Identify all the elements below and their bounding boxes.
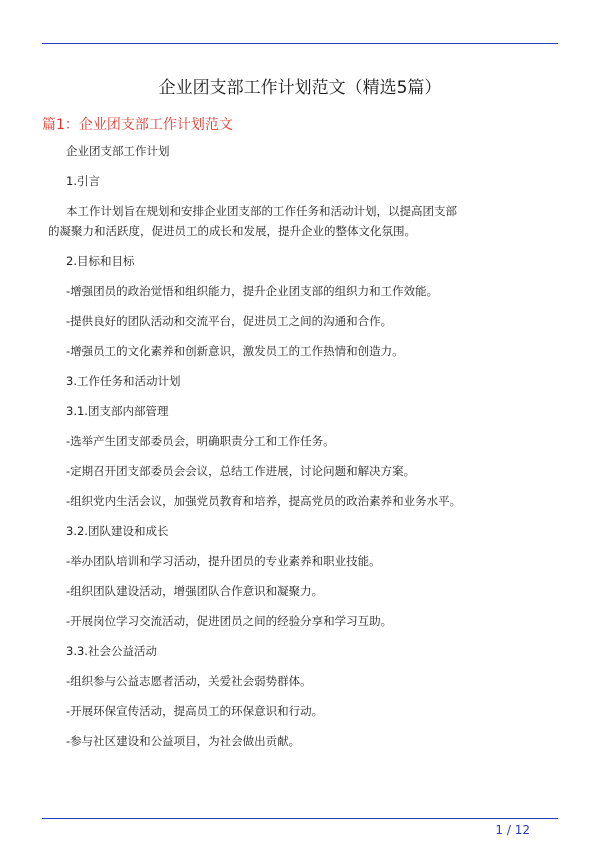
list-item: -组织参与公益志愿者活动，关爱社会弱势群体。	[66, 674, 312, 688]
list-item: -提供良好的团队活动和交流平台，促进员工之间的沟通和合作。	[66, 314, 393, 328]
section-title: 篇1：企业团支部工作计划范文	[42, 117, 233, 133]
footer-rule	[42, 818, 558, 819]
header-rule	[42, 43, 558, 44]
document-body	[48, 141, 468, 761]
section-heading: 企业团支部工作计划	[66, 144, 170, 158]
paragraph: 本工作计划旨在规划和安排企业团支部的工作任务和活动计划，以提高团支部的凝聚力和活跃度，促进员工的成长和发展，提升企业的整体文化氛围。	[48, 204, 457, 238]
list-item: -组织党内生活会议，加强党员教育和培养，提高党员的政治素养和业务水平。	[66, 494, 462, 508]
list-item: -选举产生团支部委员会，明确职责分工和工作任务。	[66, 434, 335, 448]
list-item: -组织团队建设活动，增强团队合作意识和凝聚力。	[66, 584, 324, 598]
list-item: -增强员工的文化素养和创新意识，激发员工的工作热情和创造力。	[66, 344, 404, 358]
list-item: -开展岗位学习交流活动，促进团员之间的经验分享和学习互助。	[66, 614, 393, 628]
list-item: -举办团队培训和学习活动，提升团员的专业素养和职业技能。	[66, 554, 381, 568]
document-title: 企业团支部工作计划范文（精选5篇）	[158, 78, 442, 98]
section-heading: 3.3.社会公益活动	[66, 644, 157, 658]
list-item: -定期召开团支部委员会会议，总结工作进展，讨论问题和解决方案。	[66, 464, 416, 478]
section-heading: 3.1.团支部内部管理	[66, 404, 169, 418]
list-item: -增强团员的政治觉悟和组织能力，提升企业团支部的组织力和工作效能。	[66, 284, 439, 298]
list-item: -开展环保宣传活动，提高员工的环保意识和行动。	[66, 704, 324, 718]
page-indicator: 1 / 12	[495, 823, 530, 837]
section-heading: 2.目标和目标	[66, 254, 135, 268]
list-item: -参与社区建设和公益项目，为社会做出贡献。	[66, 734, 301, 748]
section-heading: 3.2.团队建设和成长	[66, 524, 169, 538]
section-heading: 3.工作任务和活动计划	[66, 374, 181, 388]
section-heading: 1.引言	[66, 174, 100, 188]
